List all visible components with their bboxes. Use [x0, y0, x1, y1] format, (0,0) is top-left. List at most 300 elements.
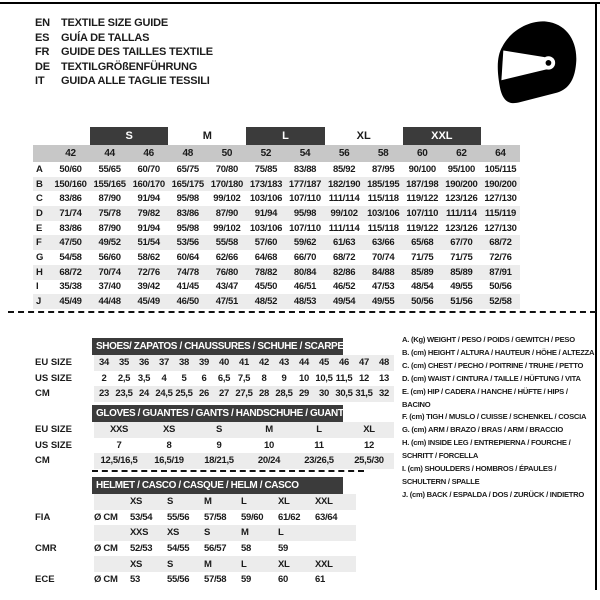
cell: 74/78 — [176, 266, 199, 278]
cell: 24,5 — [155, 388, 173, 400]
row-label: EU SIZE — [35, 424, 72, 436]
cell: 65/68 — [411, 237, 434, 249]
cell: 61/63 — [332, 237, 356, 249]
table-row — [33, 206, 520, 221]
size-group-header-row — [33, 127, 520, 145]
cell: 12 — [359, 372, 369, 384]
cell: 53/54 — [130, 511, 153, 523]
cell: 99/102 — [330, 207, 358, 219]
cell: 90/100 — [408, 163, 436, 175]
language-row — [35, 60, 213, 75]
cell: 29 — [299, 388, 309, 400]
cell: 51/56 — [450, 296, 473, 308]
cell: 46/50 — [176, 296, 199, 308]
cell: 60 — [278, 574, 288, 586]
cell: 95/98 — [176, 222, 199, 234]
size-cell: M — [204, 558, 212, 570]
cell: 64/68 — [254, 251, 278, 263]
row-label: US SIZE — [35, 372, 72, 384]
language-title: TEXTILE SIZE GUIDE — [61, 17, 169, 30]
cell: 39 — [199, 357, 209, 369]
cell: 85/89 — [411, 266, 434, 278]
cell: 87/90 — [98, 222, 121, 234]
cell: 115/118 — [367, 193, 399, 205]
cell: 16,5/19 — [154, 455, 184, 467]
cell: 49/55 — [450, 281, 473, 293]
row-cells — [94, 371, 394, 387]
language-code: ES — [35, 31, 50, 44]
cell: 11,5 — [335, 372, 353, 384]
cell: 71/74 — [59, 207, 82, 219]
table-row — [33, 355, 394, 371]
cell: 39/42 — [137, 281, 160, 293]
cell: 99/102 — [213, 193, 241, 205]
cell: 47 — [359, 357, 369, 369]
table-row — [33, 556, 356, 572]
size-cell: XXL — [315, 496, 333, 508]
cell: 55/56 — [167, 511, 190, 523]
row-label: A — [36, 163, 43, 175]
row-label: FIA — [35, 511, 51, 523]
cell: 45/49 — [59, 296, 82, 308]
cell: 23 — [99, 388, 109, 400]
legend-item: E. (cm) HIP / CADERA / HANCHE / HÜFTE / HIPS / BACINO — [402, 386, 568, 409]
table-row — [33, 525, 356, 541]
cell: 37 — [159, 357, 169, 369]
cell: 83/86 — [59, 222, 82, 234]
table-row — [33, 294, 520, 309]
cell: 63/66 — [372, 237, 395, 249]
cell: 7 — [116, 439, 122, 451]
cell: L — [316, 424, 322, 436]
helmet-table — [33, 477, 356, 588]
unit-cell — [94, 494, 130, 510]
cell: 2 — [101, 372, 107, 384]
size-cell: L — [278, 527, 284, 539]
cell: 150/160 — [54, 178, 87, 190]
cell: 48/52 — [254, 296, 278, 308]
unit-cell: Ø CM — [94, 543, 118, 555]
cell: 103/106 — [249, 222, 283, 234]
cell: 46 — [339, 357, 349, 369]
row-label: H — [36, 266, 43, 278]
language-row — [35, 31, 213, 46]
cell: 68/72 — [489, 237, 512, 249]
table-row — [33, 265, 520, 280]
cell: 31,5 — [355, 388, 373, 400]
size-column-header: 62 — [456, 148, 467, 159]
measurement-legend — [402, 334, 598, 502]
size-group-header: L — [246, 127, 324, 145]
cell: 55/56 — [167, 574, 190, 586]
cell: 57/58 — [204, 511, 227, 523]
table-row — [33, 510, 356, 526]
cell: 46/51 — [293, 281, 317, 293]
cell: 48 — [379, 357, 389, 369]
cell: 27,5 — [235, 388, 253, 400]
cell: 26 — [199, 388, 209, 400]
cell: 127/130 — [484, 193, 517, 205]
row-label — [33, 525, 94, 541]
cell: 182/190 — [327, 178, 361, 190]
size-cell: S — [167, 496, 174, 508]
cell: 8 — [261, 372, 267, 384]
cell: 48/53 — [293, 296, 317, 308]
legend-item: F. (cm) TIGH / MUSLO / CUISSE / SCHENKEL / COSCIA — [402, 412, 587, 422]
cell: 53/56 — [176, 237, 199, 249]
cell: 83/88 — [293, 163, 317, 175]
language-code: IT — [35, 75, 45, 88]
helmet-sizes-row — [94, 494, 356, 510]
cell: 111/114 — [328, 222, 360, 234]
cell: 12,5/16,5 — [100, 455, 138, 467]
row-label: CM — [35, 388, 50, 400]
cell: 83/86 — [176, 207, 199, 219]
size-cell: L — [241, 496, 247, 508]
table-row — [33, 494, 356, 510]
cell: 190/200 — [484, 178, 517, 190]
cell: 127/130 — [484, 222, 517, 234]
cell: 53 — [130, 574, 140, 586]
cell: 123/126 — [445, 222, 478, 234]
cell: 105/115 — [484, 163, 517, 175]
row-label: EU SIZE — [35, 357, 72, 369]
cell: 40 — [219, 357, 229, 369]
language-row — [35, 45, 213, 60]
row-cells — [94, 422, 394, 438]
cell: 56/60 — [98, 251, 121, 263]
size-column-header: 50 — [221, 148, 233, 159]
cell: 107/110 — [406, 207, 439, 219]
unit-cell — [94, 556, 130, 572]
cell: 56/57 — [204, 543, 227, 555]
cell: 52/58 — [489, 296, 512, 308]
cell: 57/58 — [204, 574, 227, 586]
size-number-header-row — [33, 145, 520, 162]
cell: 68/72 — [332, 251, 356, 263]
cell: 87/91 — [489, 266, 512, 278]
size-cell: M — [241, 527, 249, 539]
top-border-line — [0, 2, 600, 4]
cell: 23/26,5 — [304, 455, 334, 467]
cell: 170/180 — [210, 178, 243, 190]
row-label: C — [36, 193, 43, 205]
racing-helmet-icon — [487, 13, 583, 109]
dashed-divider-top — [8, 311, 596, 313]
helmet-values-row — [94, 541, 356, 557]
cell: 99/102 — [213, 222, 241, 234]
size-column-header: 64 — [495, 148, 506, 159]
table-row — [33, 422, 394, 438]
row-label: G — [36, 251, 44, 263]
language-title: GUÍA DE TALLAS — [61, 31, 150, 44]
row-label: US SIZE — [35, 439, 72, 451]
row-label: CM — [35, 455, 50, 467]
language-title-list — [35, 16, 213, 89]
cell: 119/122 — [406, 222, 439, 234]
table-row — [33, 191, 520, 206]
table-row — [33, 572, 356, 588]
unit-cell — [94, 525, 130, 541]
legend-item: H. (cm) INSIDE LEG / ENTREPIERNA / FOURCHE / SCHRITT / FORCELLA — [402, 438, 571, 461]
cell: 91/94 — [254, 207, 278, 219]
cell: 59 — [278, 543, 288, 555]
cell: 155/165 — [93, 178, 126, 190]
corner-cell — [33, 145, 51, 162]
row-label: D — [36, 207, 43, 219]
language-code: DE — [35, 60, 50, 73]
cell: 45 — [319, 357, 329, 369]
cell: 59 — [241, 574, 251, 586]
row-label: B — [36, 178, 43, 190]
row-cells — [94, 386, 394, 402]
cell: 91/94 — [137, 222, 160, 234]
cell: 61 — [315, 574, 325, 586]
cell: 123/126 — [445, 193, 478, 205]
cell: 46/52 — [332, 281, 356, 293]
unit-cell: Ø CM — [94, 511, 118, 523]
language-title: GUIDA ALLE TAGLIE TESSILI — [61, 75, 210, 88]
cell: 68/72 — [59, 266, 82, 278]
cell: 47/50 — [59, 237, 82, 249]
cell: 55/65 — [98, 163, 121, 175]
legend-item: B. (cm) HEIGHT / ALTURA / HAUTEUR / HÖHE / ALTEZZA — [402, 347, 595, 357]
cell: 20/24 — [257, 455, 281, 467]
cell: 9 — [281, 372, 287, 384]
cell: 44 — [299, 357, 309, 369]
cell: 87/90 — [215, 207, 238, 219]
size-group-header: S — [90, 127, 168, 145]
cell: 66/70 — [293, 251, 317, 263]
size-cell: S — [204, 527, 211, 539]
row-label: F — [36, 237, 42, 249]
cell: 30,5 — [335, 388, 353, 400]
size-column-header: 42 — [65, 148, 76, 159]
cell: 95/100 — [447, 163, 475, 175]
cell: 80/84 — [293, 266, 317, 278]
cell: 160/170 — [132, 178, 165, 190]
cell: 173/183 — [249, 178, 283, 190]
cell: 42 — [259, 357, 269, 369]
cell: 27 — [219, 388, 229, 400]
cell: 9 — [216, 439, 222, 451]
table-row — [33, 371, 394, 387]
cell: 35/38 — [59, 281, 82, 293]
cell: 95/98 — [176, 193, 199, 205]
cell: 30 — [319, 388, 329, 400]
cell: 23,5 — [115, 388, 133, 400]
row-label: J — [36, 296, 41, 308]
cell: 11 — [314, 439, 324, 451]
cell: 63/64 — [315, 511, 338, 523]
cell: 49/55 — [372, 296, 395, 308]
legend-item: I. (cm) SHOULDERS / HOMBROS / ÉPAULES / SCHULTERN / SPALLE — [402, 464, 557, 486]
helmet-sizes-row — [94, 556, 356, 572]
cell: 52/53 — [130, 543, 153, 555]
cell: 95/98 — [293, 207, 317, 219]
cell: 50/56 — [411, 296, 434, 308]
helmet-table-title: HELMET / CASCO / CASQUE / HELM / CASCO — [92, 477, 343, 494]
cell: 75/78 — [98, 207, 121, 219]
cell: 45/49 — [137, 296, 160, 308]
size-group-header: M — [202, 130, 212, 142]
cell: 61/62 — [278, 511, 301, 523]
cell: 59/60 — [241, 511, 264, 523]
size-column-header: 54 — [299, 148, 311, 159]
cell: 5 — [181, 372, 187, 384]
cell: 50/60 — [59, 163, 82, 175]
cell: 87/90 — [98, 193, 121, 205]
right-border-line — [595, 2, 597, 590]
cell: 79/82 — [137, 207, 160, 219]
size-column-header: 46 — [143, 148, 154, 159]
size-column-header: 58 — [377, 148, 389, 159]
cell: 44/48 — [98, 296, 121, 308]
cell: 25,5 — [175, 388, 193, 400]
cell: 58 — [241, 543, 251, 555]
legend-item: C. (cm) CHEST / PECHO / POITRINE / TRUHE / PETTO — [402, 360, 584, 370]
cell: 38 — [179, 357, 189, 369]
shoes-table — [33, 338, 394, 402]
size-column-header: 56 — [338, 148, 350, 159]
language-title: GUIDE DES TAILLES TEXTILE — [61, 46, 213, 59]
cell: 115/119 — [484, 207, 517, 219]
size-cell: XXL — [315, 558, 333, 570]
language-code: EN — [35, 17, 50, 30]
cell: 78/82 — [254, 266, 278, 278]
language-row — [35, 16, 213, 31]
cell: 107/110 — [289, 222, 321, 234]
table-row — [33, 541, 356, 557]
cell: 2,5 — [117, 372, 131, 384]
cell: 49/54 — [332, 296, 356, 308]
cell: 28,5 — [275, 388, 293, 400]
cell: 67/70 — [450, 237, 473, 249]
cell: 6,5 — [217, 372, 231, 384]
cell: 50/56 — [489, 281, 512, 293]
cell: 49/52 — [98, 237, 121, 249]
gloves-table — [33, 405, 394, 469]
cell: 24 — [139, 388, 149, 400]
size-cell: XL — [278, 558, 290, 570]
table-row — [33, 453, 394, 469]
cell: 18/21,5 — [204, 455, 234, 467]
cell: 36 — [139, 357, 149, 369]
cell: 41/45 — [176, 281, 199, 293]
cell: 59/62 — [293, 237, 317, 249]
cell: 8 — [166, 439, 172, 451]
size-cell: M — [204, 496, 212, 508]
cell: 43/47 — [215, 281, 238, 293]
cell: 6 — [201, 372, 207, 384]
cell: 10 — [264, 439, 274, 451]
cell: 119/122 — [406, 193, 439, 205]
cell: 58/62 — [137, 251, 160, 263]
cell: 12 — [364, 439, 374, 451]
size-cell: L — [241, 558, 247, 570]
cell: XXS — [109, 424, 129, 436]
cell: 83/86 — [59, 193, 82, 205]
table-row — [33, 235, 520, 250]
size-group-header: XXL — [403, 127, 481, 145]
cell: 190/200 — [445, 178, 478, 190]
row-label: I — [36, 281, 39, 293]
unit-cell: Ø CM — [94, 574, 118, 586]
cell: 85/92 — [332, 163, 356, 175]
cell: 70/74 — [372, 251, 395, 263]
cell: 37/40 — [98, 281, 121, 293]
cell: 70/80 — [215, 163, 238, 175]
cell: 185/195 — [367, 178, 400, 190]
cell: 25,5/30 — [354, 455, 384, 467]
helmet-values-row — [94, 510, 356, 526]
cell: 82/86 — [332, 266, 356, 278]
cell: 43 — [279, 357, 289, 369]
cell: 72/76 — [489, 251, 512, 263]
cell: 107/110 — [289, 193, 321, 205]
size-cell: XS — [130, 558, 143, 570]
cell: S — [215, 424, 223, 436]
table-row — [33, 221, 520, 236]
cell: 65/75 — [176, 163, 199, 175]
cell: 4 — [161, 372, 167, 384]
cell: 48/54 — [411, 281, 434, 293]
size-cell — [315, 525, 352, 541]
legend-item: G. (cm) ARM / BRAZO / BRAS / ARM / BRACCIO — [402, 425, 564, 435]
gloves-table-title: GLOVES / GUANTES / GANTS / HANDSCHUHE / GUANTI — [92, 405, 343, 422]
cell: 47/51 — [215, 296, 238, 308]
cell: XS — [162, 424, 176, 436]
cell: 70/74 — [98, 266, 121, 278]
textile-size-table — [33, 127, 520, 309]
size-cell: S — [167, 558, 174, 570]
row-cells — [94, 355, 394, 371]
cell: 55/58 — [215, 237, 238, 249]
cell: 62/66 — [215, 251, 238, 263]
cell: 35 — [119, 357, 129, 369]
size-cell: XS — [167, 527, 180, 539]
cell: 177/187 — [288, 178, 322, 190]
cell: 54/58 — [59, 251, 82, 263]
cell: 85/89 — [450, 266, 473, 278]
cell: 41 — [239, 357, 249, 369]
cell: 47/53 — [372, 281, 395, 293]
cell: 10 — [299, 372, 309, 384]
cell: 51/54 — [137, 237, 160, 249]
table-row — [33, 280, 520, 295]
row-label — [33, 494, 94, 510]
language-title: TEXTILGRÖßENFÜHRUNG — [61, 60, 198, 73]
cell: 32 — [379, 388, 389, 400]
helmet-sizes-row — [94, 525, 356, 541]
cell: 84/88 — [372, 266, 395, 278]
table-row — [33, 177, 520, 192]
cell: 103/106 — [367, 207, 400, 219]
row-cells — [94, 438, 394, 454]
size-cell: XL — [278, 496, 290, 508]
cell: 75/85 — [254, 163, 278, 175]
row-label: ECE — [35, 574, 55, 586]
size-group-header: XL — [356, 130, 371, 142]
cell: 91/94 — [137, 193, 160, 205]
cell: 87/95 — [372, 163, 395, 175]
row-cells — [94, 453, 394, 469]
cell: 187/198 — [406, 178, 439, 190]
language-code: FR — [35, 46, 50, 59]
row-label: E — [36, 222, 43, 234]
cell: 10,5 — [315, 372, 333, 384]
cell: 54/55 — [167, 543, 190, 555]
